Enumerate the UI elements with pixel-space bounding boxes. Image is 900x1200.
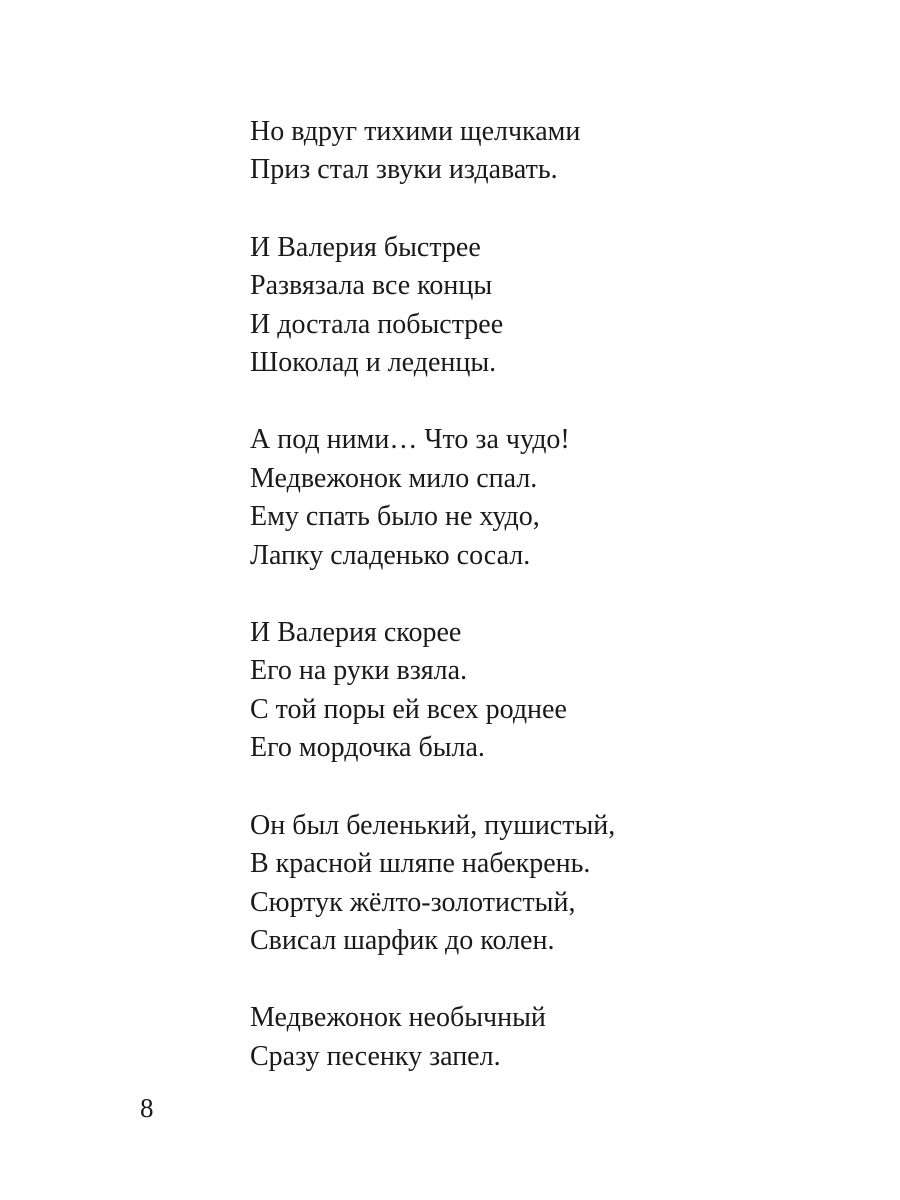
poem-line: И Валерия быстрее xyxy=(250,231,481,263)
poem-line: Его мордочка была. xyxy=(250,732,485,764)
poem-line: В красной шляпе набекрень. xyxy=(250,848,591,880)
poem-line: И Валерия скорее xyxy=(250,617,462,649)
poem-line: Медвежонок необычный xyxy=(250,1002,546,1034)
poem-line: Развязала все концы xyxy=(250,270,493,302)
poem-line: Его на руки взяла. xyxy=(250,655,468,687)
poem-line: А под ними… Что за чудо! xyxy=(250,424,570,456)
poem-line: И достала побыстрее xyxy=(250,308,504,340)
stanza-1 xyxy=(250,113,810,190)
stanza-6 xyxy=(250,999,810,1076)
poem-line: Приз стал звуки издавать. xyxy=(250,154,558,186)
poem-line: Но вдруг тихими щелчками xyxy=(250,116,581,147)
poem-line: Сразу песенку запел. xyxy=(250,1040,501,1072)
poem-line: Медвежонок мило спал. xyxy=(250,462,538,494)
poem-body xyxy=(250,113,810,1115)
stanza-4 xyxy=(250,614,810,768)
poem-line: Он был беленький, пушистый, xyxy=(250,809,616,841)
poem-line: Ему спать было не худо, xyxy=(250,501,540,533)
poem-line: Лапку сладенько сосал. xyxy=(250,539,531,571)
stanza-3 xyxy=(250,421,810,575)
poem-line: Свисал шарфик до колен. xyxy=(250,924,555,956)
poem-line: Сюртук жёлто-золотистый, xyxy=(250,886,576,918)
page-number: 8 xyxy=(140,1093,154,1123)
stanza-2 xyxy=(250,229,810,383)
poem-line: Шоколад и леденцы. xyxy=(250,347,497,379)
stanza-5 xyxy=(250,807,810,961)
poem-line: С той поры ей всех роднее xyxy=(250,693,567,725)
